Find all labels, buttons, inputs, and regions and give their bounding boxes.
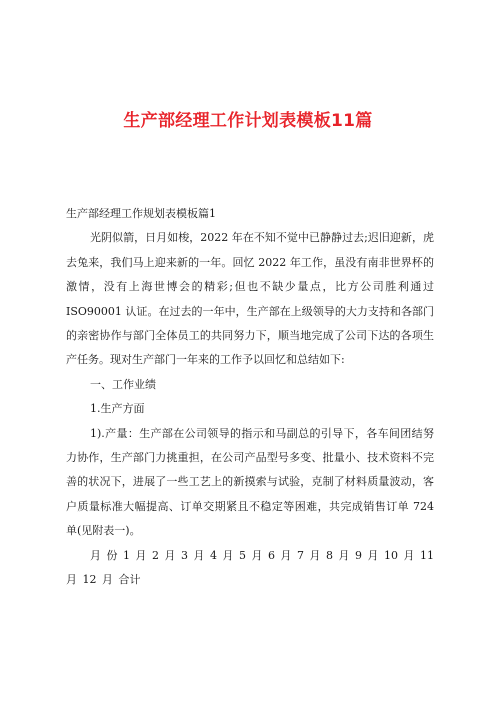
paragraph-intro: 光阴似箭，日月如梭，2022 年在不知不觉中已静静过去;迟旧迎新，虎去兔来，我们马上迎来新的一年。回忆 2022 年工作，虽没有南非世界杯的激情，没有上海世博会的精彩;但也不缺少量点，比方公司胜利通过 ISO90001 认证。在过去的一年中，生产部在上级领导的大力支持和各部门的亲密协作与部门全体员工的共同努力下，顺当地完成了公司下达的各项生产任务。现对生产部门一年来的工作予以回忆和总结如下: <box>66 231 434 367</box>
document-body <box>66 202 434 593</box>
paragraph-heading-production: 1.生产方面 <box>90 402 145 416</box>
section-heading: 生产部经理工作规划表模板篇1 <box>66 207 216 220</box>
table-header-months: 月 份 1 月 2 月 3 月 4 月 5 月 6 月 7 月 8 月 9 月 10 月 11 月 12 月 合计 <box>66 548 434 587</box>
paragraph-output: 1).产量：生产部在公司领导的指示和马副总的引导下，各车间团结努力协作，生产部门力挑重担，在公司产品型号多变、批量小、技术资料不完善的状况下，进展了一些工艺上的新摸索与试验，克制了材料质量波动，客户质量标准大幅提高、订单交期紧且不稳定等困难，共完成销售订单 724 单(见附表一)。 <box>66 426 434 538</box>
paragraph-heading-work-results: 一、工作业绩 <box>90 377 156 391</box>
document-title: 生产部经理工作计划表模板11篇 <box>123 111 373 131</box>
